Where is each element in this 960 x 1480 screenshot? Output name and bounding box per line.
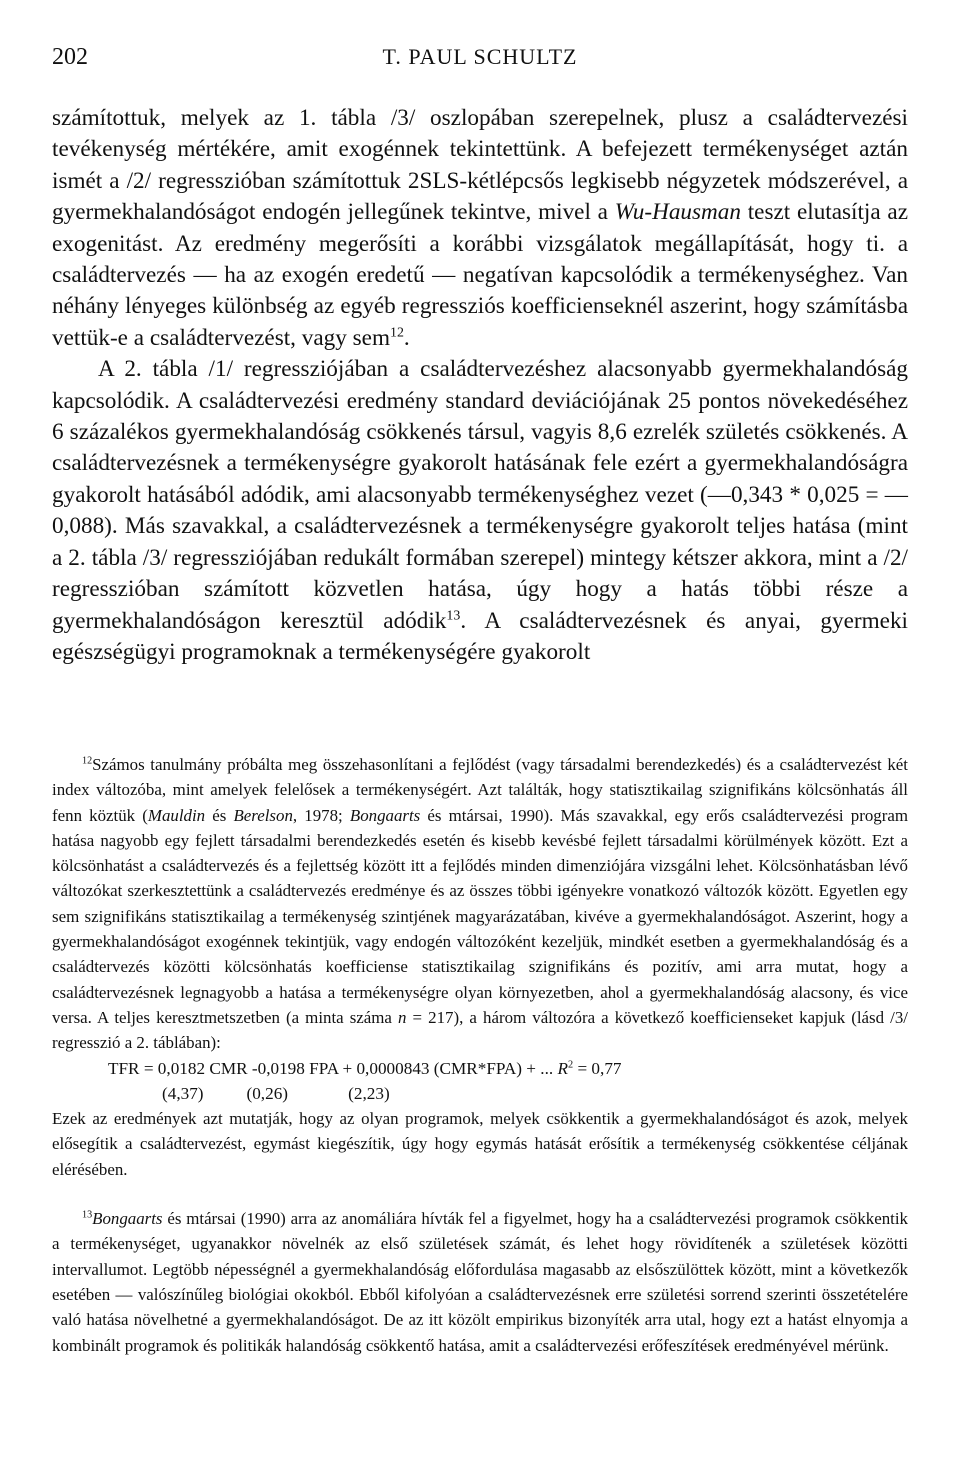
paragraph-2 xyxy=(52,354,908,668)
text-run: számítottuk, melyek az 1. tábla /3/ oszlopában szerepelnek, plusz a családtervezési tevékenység mértékére, amit exogénnek tekintettünk. A befejezett termékenységet aztán ismét a /2/ regresszióban számítottuk 2SLS-kétlépcsős legkisebb négyzetek módszerével, a gyermekhalandóságot endogén jellegűnek tekintve, mivel a xyxy=(52,105,908,226)
exponent: 2 xyxy=(567,1058,574,1070)
author-citation: Wu-Hausman xyxy=(614,199,741,226)
regression-formula xyxy=(52,1056,908,1081)
text-run: teszt elutasítja az exogenitást. Az eredmény megerősíti a korábbi vizsgálatok megállapítását, hogy ti. a családtervezés — ha az exogén eredetű — negatívan kapcsolódik a termékenységhez. Van néhány lényeges különbség az egyéb regressziós koefficienseknél aszerint, hogy számításba vettük-e a családtervezést, vagy sem xyxy=(52,199,909,351)
text-run: = 217), a három változóra a következő koefficienseket kapjuk (lásd /3/ regresszió a 2. táblában): xyxy=(52,1007,908,1053)
sample-size-symbol: n xyxy=(398,1007,407,1027)
footnote-marker: 12 xyxy=(82,755,93,767)
text-run: Számos tanulmány próbálta meg összehasonlítani a fejlődést (vagy társadalmi berendezkedés) és a családtervezést két index változóba, mint amelyek felelősek a termékenységért. Azt találták, hogy statisztikailag szignifikáns kölcsönhatás áll fenn köztük ( xyxy=(52,755,908,825)
r-squared-symbol: R xyxy=(557,1058,568,1078)
footnotes xyxy=(52,752,908,1358)
footnote-marker: 13 xyxy=(82,1209,93,1221)
footnote-ref-13: 13 xyxy=(446,607,461,623)
citation: Bongaarts xyxy=(349,805,421,825)
text-run: . A családtervezésnek és anyai, gyermeki egészségügyi programoknak a termékenységére gyakorolt xyxy=(52,607,909,665)
text-run: és xyxy=(205,805,234,825)
page-header xyxy=(52,44,908,80)
citation: Mauldin xyxy=(147,805,206,825)
formula-text: TFR = 0,0182 CMR -0,0198 FPA + 0,0000843 (CMR*FPA) + ... xyxy=(108,1058,558,1078)
citation: Berelson xyxy=(233,805,293,825)
citation: Bongaarts xyxy=(92,1209,163,1229)
formula-text: = 0,77 xyxy=(573,1058,622,1078)
main-text xyxy=(52,103,908,668)
footnote-13 xyxy=(52,1206,908,1358)
paragraph-1 xyxy=(52,103,908,354)
footnote-12-conclusion: Ezek az eredmények azt mutatják, hogy az olyan programok, melyek csökkentik a gyermekhalandóságot és azok, melyek elősegítik a családtervezést, egymást kiegészítik, úgy hogy egymás hatását erősítik a termékenység csökkentése céljának elérésében. xyxy=(52,1109,908,1179)
text-run: A 2. tábla /1/ regressziójában a családtervezéshez alacsonyabb gyermekhalandóság kapcsolódik. A családtervezési eredmény standard deviációjának 25 pontos növekedéséhez 6 százalékos gyermekhalandóság csökkenés társul, vagyis 8,6 ezrelék születés csökkenés. A családtervezésnek a termékenységre gyakorolt hatásának fele ezért a gyermekhalandóságra gyakorolt hatásából adódik, ami alacsonyabb termékenységhez vezet (—0,343 * 0,025 = —0,088). Más szavakkal, a családtervezésnek a termékenységre gyakorolt teljes hatása (mint a 2. tábla /3/ regressziójában redukált formában szerepel) mintegy kétszer akkora, mint a /2/ regresszióban számított közvetlen hatása, úgy hogy a hatás többi része a gyermekhalandóságon keresztül adódik xyxy=(52,356,908,634)
text-run: és mtársai, 1990). Más szavakkal, egy erős családtervezési program hatása nagyobb egy fejlett társadalmi berendezkedés esetén és kisebb kevésbé fejlett társadalmi körülmények között. Ezt a kölcsönhatást a családtervezés és a fejlettség között itt a fejlődés minden dimenziójára vizsgálni lehet. Kölcsönhatásban lévő változókat szerkesztettünk a családtervezés eredménye és az összes többi igényekre vonatkozó változók között. Egyetlen egy sem szignifikáns statisztikailag a termékenység szintjének magyarázatában, kivéve a gyermekhalandóságot. Aszerint, hogy a gyermekhalandóságot exogénnek tekintjük, vagy endogén változóként kezeljük, mindkét esetben a gyermekhalandóság és a családtervezés közötti kölcsönhatás koefficiense statisztikailag szignifikáns és pozitív, ami arra mutat, hogy a családtervezésnek legnagyobb a hatása a termékenységre olyan környezetben, ahol a gyermekhalandóság alacsony, és vice versa. A teljes keresztmetszetben (a minta száma xyxy=(52,805,908,1027)
text-run: , 1978; xyxy=(292,805,350,825)
text-run: és mtársai (1990) arra az anomáliára hívták fel a figyelmet, hogy ha a családtervezési programok csökkentik a termékenységet, ugyanakkor növelnék az első születések számát, és lehet hogy rövidítenék a születések közötti intervallumot. Legtöbb népességnél a gyermekhalandóság előfordulása magasabb az elsőszülöttek között, mint a következők esetében — valószínűleg biológiai okokból. Ebből kifolyóan a családtervezésnek erre születési sorrend szerinti összetételére való hatása növelhetné a gyermekhalandóságot. De az itt közölt empirikus bizonyíték arra utal, hogy ezt a hatást elnyomja a kombinált programok és politikák halandóság csökkentő hatása, amit a családtervezési erőfeszítések eredményével mérünk. xyxy=(52,1209,908,1355)
footnote-12 xyxy=(52,752,908,1056)
formula-t-values: (4,37) (0,26) (2,23) xyxy=(162,1083,390,1103)
running-head: T. PAUL SCHULTZ xyxy=(382,44,578,69)
page-number: 202 xyxy=(52,44,88,70)
footnote-ref-12: 12 xyxy=(390,325,404,341)
text-run: . xyxy=(403,324,410,351)
